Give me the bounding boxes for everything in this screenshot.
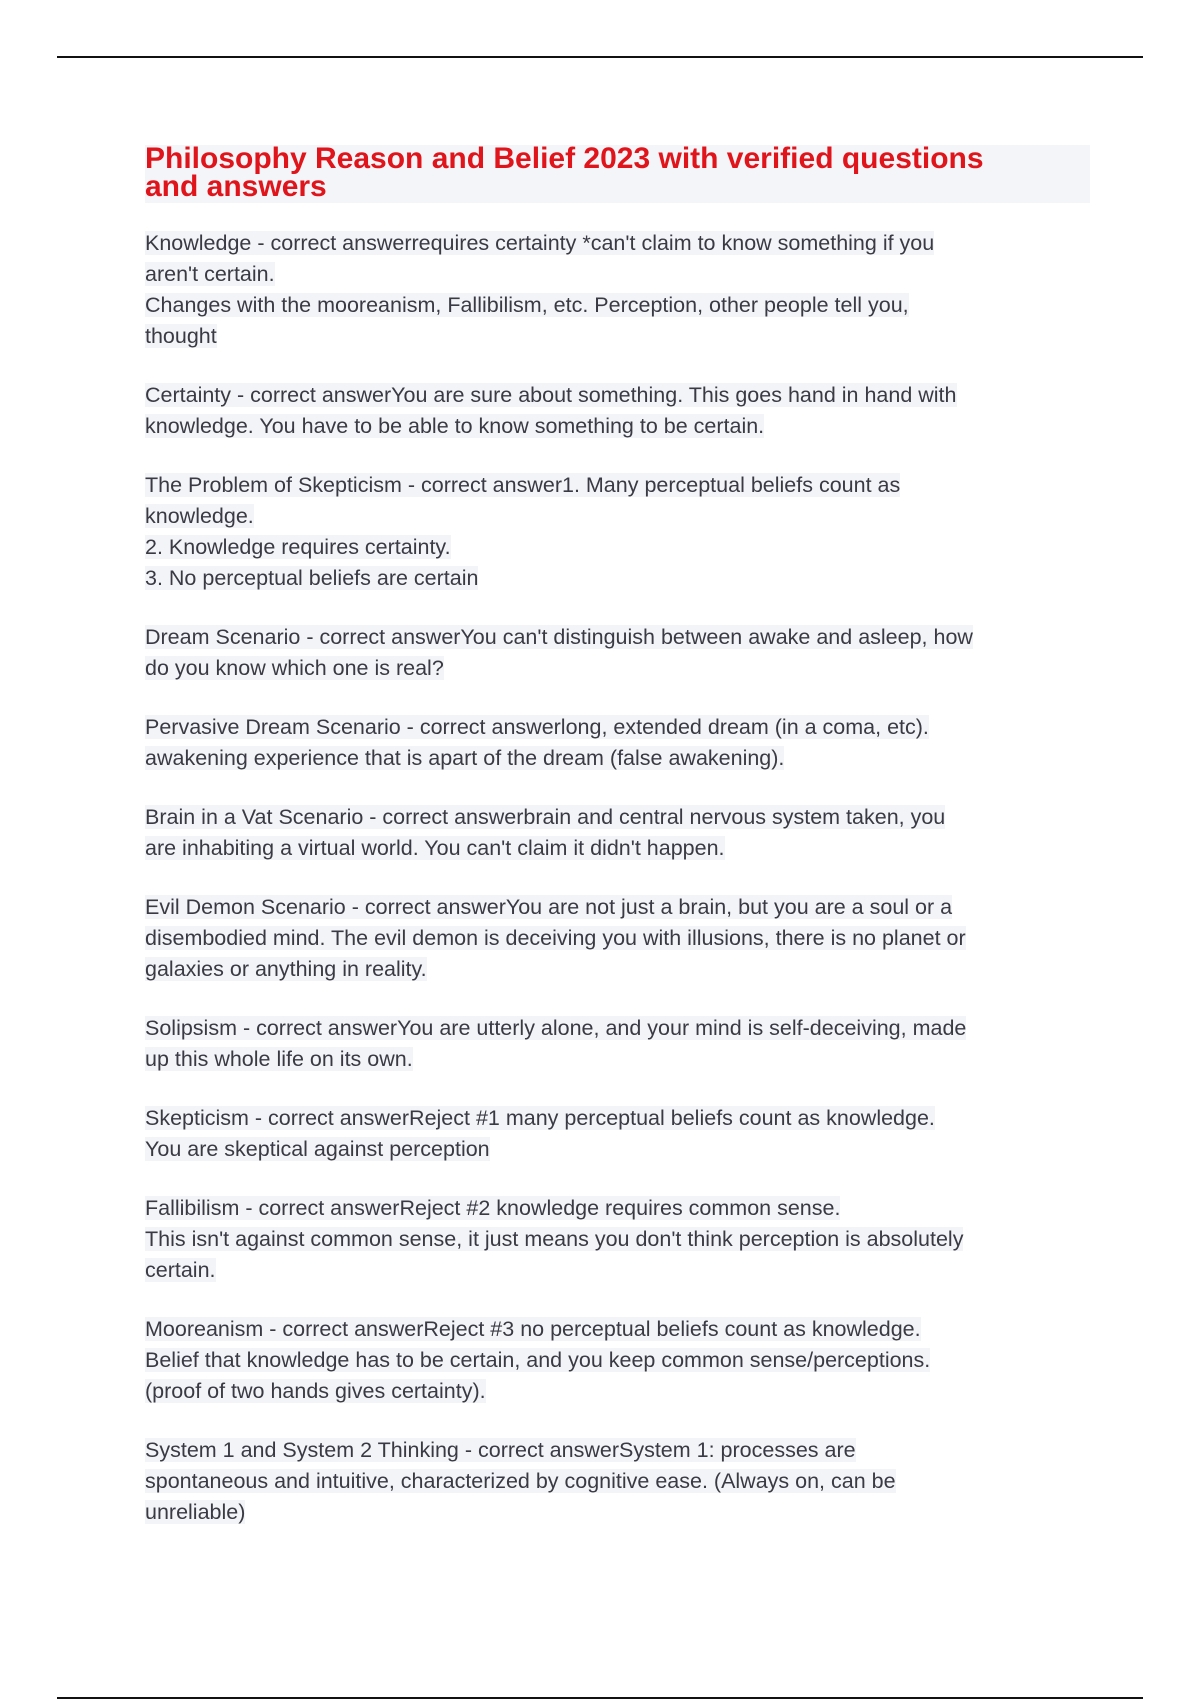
qa-line: Fallibilism - correct answerReject #2 knowledge requires common sense.	[145, 1196, 841, 1220]
qa-line: awakening experience that is apart of the dream (false awakening).	[145, 746, 785, 770]
qa-line-row	[145, 1315, 1090, 1346]
qa-line: Solipsism - correct answerYou are utterly alone, and your mind is self-deceiving, made	[145, 1016, 967, 1040]
qa-line-row	[145, 924, 1090, 955]
qa-list	[145, 229, 1090, 1529]
qa-line-row	[145, 471, 1090, 502]
qa-line: up this whole life on its own.	[145, 1047, 413, 1071]
qa-line-row	[145, 533, 1090, 564]
qa-line: (proof of two hands gives certainty).	[145, 1379, 486, 1403]
qa-line: Brain in a Vat Scenario - correct answerbrain and central nervous system taken, you	[145, 805, 946, 829]
qa-line: The Problem of Skepticism - correct answer1. Many perceptual beliefs count as	[145, 473, 901, 497]
qa-line: unreliable)	[145, 1500, 246, 1524]
qa-line-row	[145, 623, 1090, 654]
qa-line-row	[145, 654, 1090, 685]
qa-line: Evil Demon Scenario - correct answerYou are not just a brain, but you are a soul or a	[145, 895, 953, 919]
bottom-rule	[57, 1697, 1143, 1699]
qa-line: galaxies or anything in reality.	[145, 957, 427, 981]
qa-line-row	[145, 1436, 1090, 1467]
qa-line-row	[145, 1377, 1090, 1408]
qa-line: Belief that knowledge has to be certain, and you keep common sense/perceptions.	[145, 1348, 931, 1372]
qa-line-row	[145, 1467, 1090, 1498]
qa-line: are inhabiting a virtual world. You can't claim it didn't happen.	[145, 836, 725, 860]
qa-entry	[145, 471, 1090, 595]
qa-line-row	[145, 381, 1090, 412]
qa-line-row	[145, 322, 1090, 353]
qa-entry	[145, 1014, 1090, 1076]
qa-line-row	[145, 955, 1090, 986]
qa-line: Certainty - correct answerYou are sure about something. This goes hand in hand with	[145, 383, 957, 407]
qa-line: aren't certain.	[145, 262, 275, 286]
qa-entry	[145, 229, 1090, 353]
qa-line: Pervasive Dream Scenario - correct answerlong, extended dream (in a coma, etc).	[145, 715, 929, 739]
qa-line-row	[145, 713, 1090, 744]
qa-line: 3. No perceptual beliefs are certain	[145, 566, 479, 590]
document-title	[145, 142, 1090, 203]
qa-line-row	[145, 260, 1090, 291]
qa-line-row	[145, 412, 1090, 443]
qa-line: System 1 and System 2 Thinking - correct answerSystem 1: processes are	[145, 1438, 856, 1462]
qa-line: spontaneous and intuitive, characterized by cognitive ease. (Always on, can be	[145, 1469, 896, 1493]
qa-line: Skepticism - correct answerReject #1 many perceptual beliefs count as knowledge.	[145, 1106, 935, 1130]
qa-entry	[145, 1436, 1090, 1529]
top-rule	[57, 56, 1143, 58]
qa-line: do you know which one is real?	[145, 656, 444, 680]
qa-line: You are skeptical against perception	[145, 1137, 490, 1161]
qa-line-row	[145, 564, 1090, 595]
title-line: and answers	[145, 170, 327, 203]
qa-line-row	[145, 1194, 1090, 1225]
qa-entry	[145, 1104, 1090, 1166]
qa-line-row	[145, 893, 1090, 924]
qa-line-row	[145, 1346, 1090, 1377]
qa-line: knowledge.	[145, 504, 254, 528]
qa-line-row	[145, 1498, 1090, 1529]
qa-line-row	[145, 1104, 1090, 1135]
title-text	[145, 142, 1090, 203]
qa-line: 2. Knowledge requires certainty.	[145, 535, 451, 559]
qa-entry	[145, 803, 1090, 865]
qa-line-row	[145, 1045, 1090, 1076]
qa-line-row	[145, 229, 1090, 260]
qa-line-row	[145, 834, 1090, 865]
qa-line-row	[145, 502, 1090, 533]
qa-entry	[145, 713, 1090, 775]
qa-line: Mooreanism - correct answerReject #3 no perceptual beliefs count as knowledge.	[145, 1317, 921, 1341]
qa-entry	[145, 623, 1090, 685]
document-body	[145, 142, 1090, 1557]
qa-line: Knowledge - correct answerrequires certainty *can't claim to know something if you	[145, 231, 935, 255]
qa-entry	[145, 893, 1090, 986]
qa-line-row	[145, 1256, 1090, 1287]
qa-line-row	[145, 1135, 1090, 1166]
qa-line: Changes with the mooreanism, Fallibilism, etc. Perception, other people tell you,	[145, 293, 909, 317]
qa-line: This isn't against common sense, it just means you don't think perception is absolutely	[145, 1227, 964, 1251]
qa-line: disembodied mind. The evil demon is deceiving you with illusions, there is no planet or	[145, 926, 966, 950]
qa-entry	[145, 1315, 1090, 1408]
qa-entry	[145, 1194, 1090, 1287]
title-line: Philosophy Reason and Belief 2023 with verified questions	[145, 142, 984, 175]
qa-line-row	[145, 1225, 1090, 1256]
qa-entry	[145, 381, 1090, 443]
qa-line-row	[145, 744, 1090, 775]
qa-line-row	[145, 291, 1090, 322]
qa-line: thought	[145, 324, 217, 348]
qa-line-row	[145, 803, 1090, 834]
qa-line: certain.	[145, 1258, 216, 1282]
qa-line: Dream Scenario - correct answerYou can't distinguish between awake and asleep, how	[145, 625, 973, 649]
qa-line-row	[145, 1014, 1090, 1045]
qa-line: knowledge. You have to be able to know something to be certain.	[145, 414, 765, 438]
